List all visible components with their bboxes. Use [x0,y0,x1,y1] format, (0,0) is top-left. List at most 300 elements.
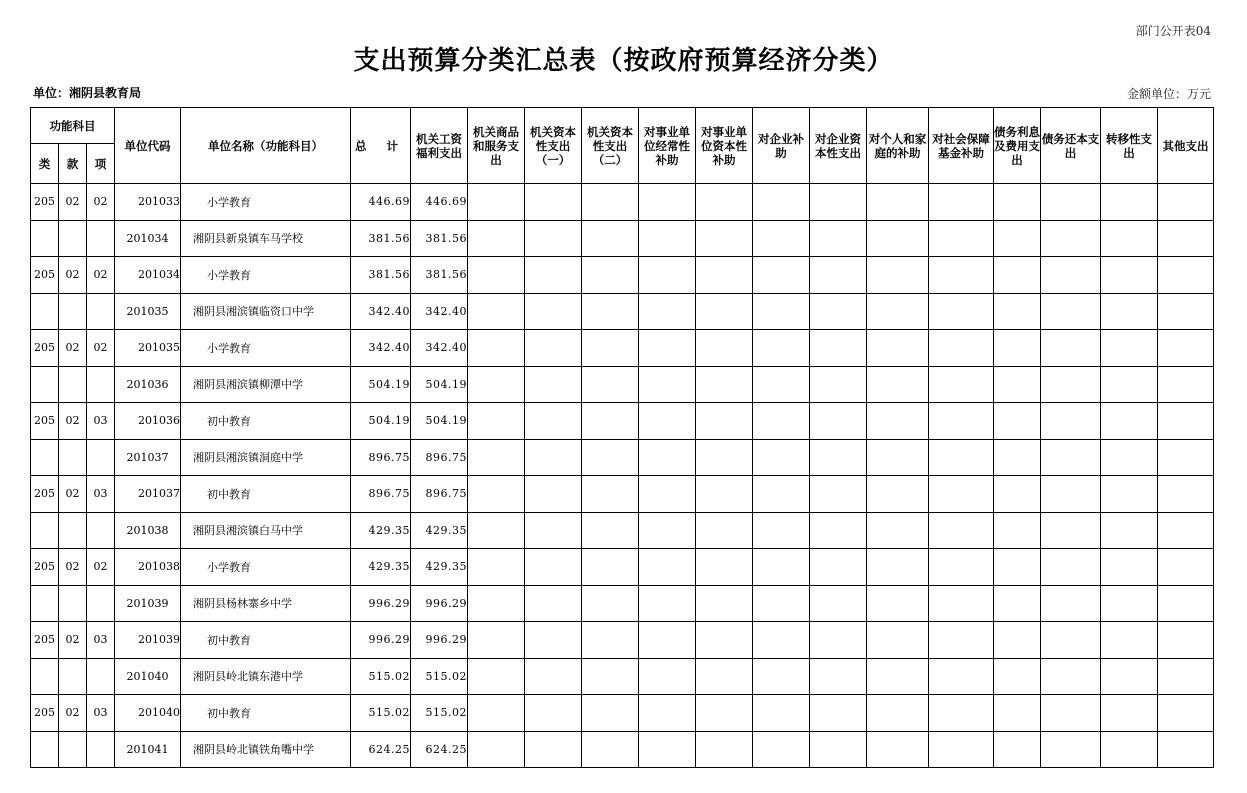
cell-empty [867,476,929,513]
cell-unit-name: 湘阴县岭北镇铁角嘴中学 [181,731,351,768]
cell-lei [31,658,59,695]
cell-empty [810,293,867,330]
cell-empty [525,585,582,622]
cell-empty [582,476,639,513]
cell-total: 504.19 [351,403,411,440]
cell-unit-code: 201035 [115,330,181,367]
cell-empty [1158,622,1214,659]
cell-empty [867,549,929,586]
cell-empty [810,257,867,294]
cell-empty [582,439,639,476]
cell-kuan: 02 [59,257,87,294]
cell-lei [31,293,59,330]
header-xiang: 项 [87,144,115,184]
cell-empty [1158,512,1214,549]
cell-empty [810,585,867,622]
cell-empty [867,695,929,732]
cell-empty [1101,257,1158,294]
cell-kuan [59,220,87,257]
cell-empty [1101,330,1158,367]
cell-unit-name: 湘阴县湘滨镇白马中学 [181,512,351,549]
cell-empty [810,658,867,695]
cell-empty [1041,330,1101,367]
cell-total: 429.35 [351,549,411,586]
header-col-inst-regular-subsidy: 对事业单位经常性补助 [639,108,696,184]
cell-empty [1041,403,1101,440]
table-number: 部门公开表04 [1135,24,1211,38]
cell-empty [696,293,753,330]
cell-empty [639,403,696,440]
table-body [31,184,1214,768]
cell-empty [994,731,1041,768]
cell-empty [1158,585,1214,622]
cell-xiang [87,512,115,549]
cell-lei: 205 [31,695,59,732]
header-kuan: 款 [59,144,87,184]
cell-empty [468,549,525,586]
cell-unit-name: 初中教育 [181,403,351,440]
header-col-capital-2: 机关资本性支出（二） [582,108,639,184]
cell-wage: 446.69 [411,184,468,221]
cell-empty [582,512,639,549]
cell-empty [582,585,639,622]
cell-empty [867,512,929,549]
cell-kuan [59,293,87,330]
cell-empty [1101,439,1158,476]
cell-wage: 896.75 [411,439,468,476]
cell-total: 996.29 [351,622,411,659]
cell-empty [810,695,867,732]
cell-empty [468,622,525,659]
cell-empty [639,658,696,695]
cell-unit-name: 湘阴县湘滨镇柳潭中学 [181,366,351,403]
cell-empty [582,330,639,367]
cell-empty [867,731,929,768]
cell-empty [810,512,867,549]
cell-empty [468,257,525,294]
cell-empty [994,549,1041,586]
cell-empty [867,658,929,695]
cell-empty [1101,293,1158,330]
cell-empty [525,476,582,513]
cell-empty [1101,658,1158,695]
cell-unit-code: 201033 [115,184,181,221]
cell-empty [929,257,994,294]
table-row [31,658,1214,695]
cell-empty [468,476,525,513]
cell-lei [31,366,59,403]
cell-empty [1158,366,1214,403]
table-row [31,330,1214,367]
cell-empty [525,512,582,549]
cell-empty [810,330,867,367]
cell-unit-code: 201040 [115,695,181,732]
cell-unit-name: 初中教育 [181,476,351,513]
cell-empty [753,512,810,549]
cell-empty [696,658,753,695]
cell-kuan [59,439,87,476]
cell-empty [929,220,994,257]
cell-unit-code: 201034 [115,220,181,257]
cell-unit-name: 小学教育 [181,257,351,294]
cell-empty [582,731,639,768]
cell-empty [639,585,696,622]
cell-empty [696,220,753,257]
cell-empty [525,658,582,695]
header-lei: 类 [31,144,59,184]
cell-empty [525,695,582,732]
cell-wage: 504.19 [411,403,468,440]
cell-empty [1041,549,1101,586]
cell-xiang [87,731,115,768]
header-col-debt-principal: 债务还本支出 [1041,108,1101,184]
cell-total: 996.29 [351,585,411,622]
table-row [31,476,1214,513]
cell-empty [753,622,810,659]
cell-empty [867,366,929,403]
cell-empty [810,731,867,768]
cell-unit-name: 初中教育 [181,622,351,659]
cell-empty [582,622,639,659]
cell-empty [1041,220,1101,257]
reporting-unit: 单位：湘阴县教育局 [33,86,142,100]
cell-empty [468,366,525,403]
cell-empty [867,585,929,622]
cell-empty [994,439,1041,476]
cell-wage: 996.29 [411,585,468,622]
cell-empty [810,220,867,257]
table-row [31,549,1214,586]
cell-empty [753,330,810,367]
cell-empty [929,585,994,622]
cell-empty [929,549,994,586]
cell-total: 515.02 [351,658,411,695]
cell-empty [582,549,639,586]
cell-empty [753,403,810,440]
header-col-goods-services: 机关商品和服务支出 [468,108,525,184]
cell-wage: 515.02 [411,695,468,732]
cell-xiang [87,585,115,622]
header-unit-name: 单位名称（功能科目） [181,108,351,184]
cell-lei [31,439,59,476]
cell-empty [994,585,1041,622]
cell-empty [1101,585,1158,622]
cell-empty [1158,257,1214,294]
cell-lei [31,220,59,257]
cell-empty [929,622,994,659]
cell-empty [753,257,810,294]
cell-empty [582,366,639,403]
cell-wage: 342.40 [411,330,468,367]
header-col-social-security: 对社会保障基金补助 [929,108,994,184]
cell-xiang: 03 [87,476,115,513]
cell-empty [753,220,810,257]
cell-empty [1158,403,1214,440]
cell-empty [867,184,929,221]
cell-empty [639,366,696,403]
cell-empty [994,622,1041,659]
table-row [31,220,1214,257]
cell-lei: 205 [31,330,59,367]
cell-kuan: 02 [59,184,87,221]
cell-empty [753,658,810,695]
cell-empty [1041,512,1101,549]
cell-empty [1041,257,1101,294]
cell-empty [1041,658,1101,695]
cell-empty [468,330,525,367]
cell-empty [929,366,994,403]
cell-empty [1158,184,1214,221]
cell-unit-code: 201037 [115,476,181,513]
cell-empty [994,695,1041,732]
table-row [31,439,1214,476]
cell-empty [1101,220,1158,257]
cell-kuan [59,731,87,768]
table-row [31,293,1214,330]
amount-unit: 金额单位：万元 [1126,87,1211,101]
cell-empty [468,512,525,549]
cell-empty [994,658,1041,695]
header-total: 总 计 [351,108,411,184]
cell-empty [994,476,1041,513]
cell-empty [753,731,810,768]
cell-unit-name: 湘阴县湘滨镇洞庭中学 [181,439,351,476]
cell-empty [468,220,525,257]
header-col-inst-capital-subsidy: 对事业单位资本性补助 [696,108,753,184]
cell-wage: 381.56 [411,220,468,257]
cell-empty [525,731,582,768]
cell-xiang [87,658,115,695]
cell-lei [31,731,59,768]
cell-empty [582,293,639,330]
cell-empty [696,439,753,476]
header-col-debt-interest: 债务利息及费用支出 [994,108,1041,184]
cell-xiang [87,439,115,476]
cell-empty [639,476,696,513]
cell-empty [994,330,1041,367]
cell-empty [582,184,639,221]
cell-wage: 504.19 [411,366,468,403]
cell-empty [994,366,1041,403]
cell-kuan: 02 [59,622,87,659]
cell-kuan [59,512,87,549]
cell-empty [696,366,753,403]
table-row [31,403,1214,440]
cell-empty [1041,622,1101,659]
cell-empty [867,403,929,440]
cell-kuan: 02 [59,549,87,586]
cell-lei: 205 [31,184,59,221]
cell-empty [1041,695,1101,732]
cell-empty [1158,476,1214,513]
cell-empty [639,257,696,294]
cell-empty [1158,658,1214,695]
cell-empty [994,512,1041,549]
cell-empty [753,366,810,403]
cell-kuan: 02 [59,330,87,367]
cell-empty [810,476,867,513]
cell-total: 896.75 [351,439,411,476]
cell-total: 504.19 [351,366,411,403]
cell-empty [994,403,1041,440]
cell-empty [867,439,929,476]
cell-empty [1041,585,1101,622]
table-row [31,184,1214,221]
cell-empty [639,220,696,257]
cell-kuan: 02 [59,695,87,732]
cell-unit-code: 201039 [115,622,181,659]
cell-empty [1158,220,1214,257]
cell-empty [525,293,582,330]
cell-empty [929,695,994,732]
cell-empty [525,220,582,257]
cell-empty [994,184,1041,221]
cell-empty [1101,512,1158,549]
cell-unit-code: 201039 [115,585,181,622]
cell-empty [1101,184,1158,221]
cell-empty [929,658,994,695]
cell-empty [696,549,753,586]
cell-empty [696,622,753,659]
cell-unit-code: 201038 [115,549,181,586]
cell-lei [31,585,59,622]
cell-empty [582,695,639,732]
cell-unit-name: 小学教育 [181,184,351,221]
cell-empty [582,403,639,440]
cell-xiang: 02 [87,549,115,586]
cell-empty [639,549,696,586]
cell-unit-code: 201037 [115,439,181,476]
cell-empty [1158,330,1214,367]
cell-unit-name: 小学教育 [181,549,351,586]
cell-empty [468,731,525,768]
cell-xiang [87,293,115,330]
cell-unit-name: 湘阴县杨林寨乡中学 [181,585,351,622]
cell-wage: 896.75 [411,476,468,513]
cell-empty [468,184,525,221]
cell-lei: 205 [31,549,59,586]
cell-xiang: 02 [87,330,115,367]
cell-empty [753,585,810,622]
header-col-enterprise-capital: 对企业资本性支出 [810,108,867,184]
cell-empty [696,585,753,622]
cell-empty [696,731,753,768]
cell-wage: 996.29 [411,622,468,659]
budget-table [30,107,1214,768]
cell-wage: 429.35 [411,549,468,586]
table-row [31,257,1214,294]
cell-empty [1101,366,1158,403]
cell-empty [639,512,696,549]
cell-unit-code: 201040 [115,658,181,695]
cell-empty [582,658,639,695]
header-col-enterprise-subsidy: 对企业补助 [753,108,810,184]
cell-empty [1041,476,1101,513]
cell-wage: 624.25 [411,731,468,768]
cell-empty [753,549,810,586]
cell-empty [468,585,525,622]
cell-wage: 429.35 [411,512,468,549]
cell-empty [1041,731,1101,768]
cell-empty [994,293,1041,330]
cell-empty [810,439,867,476]
cell-empty [639,293,696,330]
header-col-transfer: 转移性支出 [1101,108,1158,184]
cell-empty [929,439,994,476]
header-col-other: 其他支出 [1158,108,1214,184]
cell-empty [753,439,810,476]
cell-total: 429.35 [351,512,411,549]
table-row [31,622,1214,659]
cell-empty [1158,293,1214,330]
cell-empty [1101,695,1158,732]
cell-unit-name: 湘阴县岭北镇东港中学 [181,658,351,695]
cell-xiang: 02 [87,184,115,221]
cell-empty [810,184,867,221]
cell-total: 624.25 [351,731,411,768]
cell-empty [810,366,867,403]
cell-empty [468,293,525,330]
cell-empty [639,184,696,221]
cell-empty [753,476,810,513]
cell-empty [929,330,994,367]
cell-empty [810,403,867,440]
cell-kuan [59,585,87,622]
cell-empty [696,257,753,294]
cell-unit-code: 201035 [115,293,181,330]
cell-empty [525,622,582,659]
cell-unit-name: 湘阴县湘滨镇临资口中学 [181,293,351,330]
cell-empty [1101,622,1158,659]
cell-xiang: 03 [87,695,115,732]
cell-empty [1158,731,1214,768]
cell-empty [525,330,582,367]
cell-lei: 205 [31,257,59,294]
cell-kuan: 02 [59,403,87,440]
cell-empty [582,220,639,257]
cell-empty [753,184,810,221]
cell-empty [639,439,696,476]
table-header [31,108,1214,184]
cell-empty [696,476,753,513]
cell-empty [929,184,994,221]
cell-empty [468,658,525,695]
cell-total: 381.56 [351,220,411,257]
cell-empty [1101,403,1158,440]
cell-kuan [59,366,87,403]
cell-empty [1101,731,1158,768]
cell-empty [994,220,1041,257]
cell-unit-code: 201041 [115,731,181,768]
cell-kuan: 02 [59,476,87,513]
cell-empty [1101,549,1158,586]
cell-empty [867,622,929,659]
cell-empty [525,549,582,586]
cell-empty [994,257,1041,294]
cell-empty [639,622,696,659]
cell-empty [525,403,582,440]
cell-empty [525,257,582,294]
cell-empty [929,512,994,549]
cell-empty [867,330,929,367]
cell-empty [867,293,929,330]
cell-unit-name: 初中教育 [181,695,351,732]
cell-total: 896.75 [351,476,411,513]
cell-kuan [59,658,87,695]
cell-empty [639,330,696,367]
header-col-household-subsidy: 对个人和家庭的补助 [867,108,929,184]
cell-empty [468,695,525,732]
